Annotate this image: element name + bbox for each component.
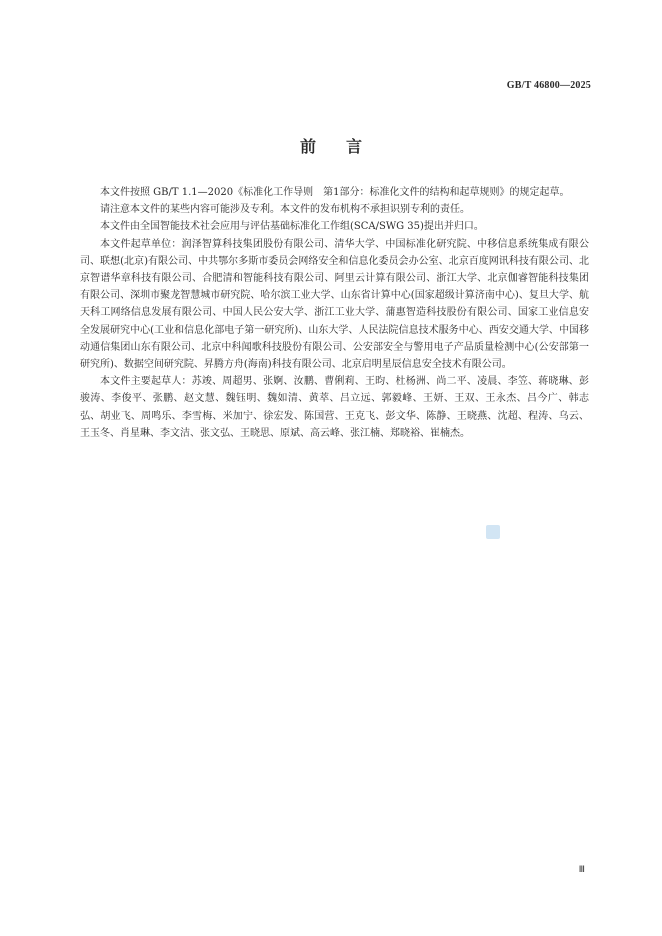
- page-number: Ⅲ: [578, 864, 585, 874]
- paragraph-drafters: 本文件主要起草人：苏竣、周超男、张婀、汝鹏、曹俐莉、王昀、杜杨洲、尚二平、凌晨、李笠、蒋晓琳、彭骏涛、李俊平、张鹏、赵文慧、魏钰明、魏如清、黄萃、吕立远、郭毅峰、王妍、王双、王永杰、吕今广、韩志弘、胡业飞、周鸣乐、李雪梅、米加宁、徐宏发、陈国营、王克飞、彭文华、陈静、王晓燕、沈超、程涛、乌云、王玉冬、肖星琳、李文洁、张文弘、王晓思、原斌、高云峰、张江楠、郑晓裕、崔楠杰。: [80, 376, 589, 439]
- standard-code: GB/T 46800—2025: [506, 80, 591, 91]
- document-body: [80, 184, 589, 442]
- watermark-stamp: [486, 525, 500, 539]
- paragraph-drafting-units: 本文件起草单位：润泽智算科技集团股份有限公司、清华大学、中国标准化研究院、中移信息系统集成有限公司、联想(北京)有限公司、中共鄂尔多斯市委员会网络安全和信息化委员会办公室、北京百度网讯科技有限公司、北京智谱华章科技有限公司、合肥清和智能科技有限公司、阿里云计算有限公司、浙江大学、北京伽睿智能科技集团有限公司、深圳市聚龙智慧城市研究院、哈尔滨工业大学、山东省计算中心(国家超级计算济南中心)、复旦大学、航天科工网络信息发展有限公司、中国人民公安大学、浙江工业大学、蒲惠智造科技股份有限公司、国家工业信息安全发展研究中心(工业和信息化部电子第一研究所)、山东大学、人民法院信息技术服务中心、西安交通大学、中国移动通信集团山东有限公司、北京中科闻歌科技股份有限公司、公安部安全与警用电子产品质量检测中心(公安部第一研究所)、数据空间研究院、昇腾方舟(海南)科技有限公司、北京启明星辰信息安全技术有限公司。: [80, 238, 589, 371]
- page-title: 前言: [299, 137, 392, 156]
- paragraph-drafting-rules: 本文件按照 GB/T 1.1—2020《标准化工作导则 第1部分：标准化文件的结构和起草规则》的规定起草。: [100, 187, 570, 198]
- paragraph-proposer: 本文件由全国智能技术社会应用与评估基础标准化工作组(SCA/SWG 35)提出并归口。: [100, 221, 484, 233]
- paragraph-patent-notice: 请注意本文件的某些内容可能涉及专利。本文件的发布机构不承担识别专利的责任。: [100, 204, 470, 216]
